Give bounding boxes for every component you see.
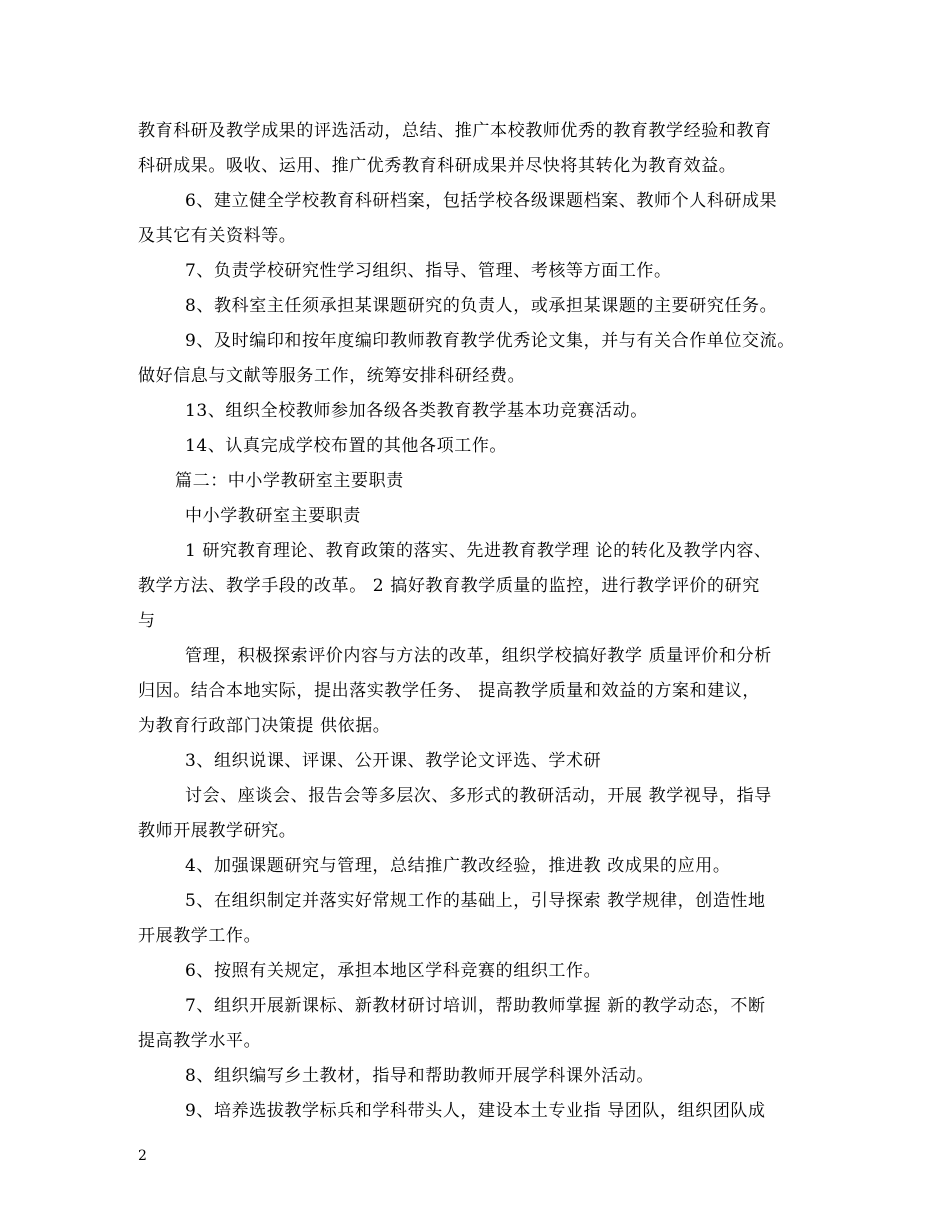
text-line: 7、组织开展新课标、新教材研讨培训，帮助教师掌握 新的教学动态，不断 xyxy=(185,996,766,1016)
page-number: 2 xyxy=(138,1148,147,1164)
text-line: 及其它有关资料等。 xyxy=(138,226,297,246)
text-line: 管理，积极探索评价内容与方法的改革，组织学校搞好教学 质量评价和分析 xyxy=(185,646,772,666)
text-line: 与 xyxy=(138,611,156,631)
text-line: 5、在组织制定并落实好常规工作的基础上，引导探索 教学规律，创造性地 xyxy=(185,891,766,911)
text-line: 7、负责学校研究性学习组织、指导、管理、考核等方面工作。 xyxy=(185,261,672,281)
text-line: 提高教学水平。 xyxy=(138,1031,262,1051)
text-line: 1 研究教育理论、教育政策的落实、先进教育教学理 论的转化及教学内容、 xyxy=(185,541,772,561)
text-line: 3、组织说课、评课、公开课、教学论文评选、学术研 xyxy=(185,751,602,771)
text-line: 做好信息与文献等服务工作，统筹安排科研经费。 xyxy=(138,366,526,386)
text-line: 6、建立健全学校教育科研档案，包括学校各级课题档案、教师个人科研成果 xyxy=(185,191,778,211)
text-line: 9、及时编印和按年度编印教师教育教学优秀论文集，并与有关合作单位交流。 xyxy=(185,331,795,351)
text-line: 8、组织编写乡土教材，指导和帮助教师开展学科课外活动。 xyxy=(185,1066,655,1086)
text-line: 教师开展教学研究。 xyxy=(138,821,297,841)
section-title: 中小学教研室主要职责 xyxy=(185,506,361,526)
text-line: 科研成果。吸收、运用、推广优秀教育科研成果并尽快将其转化为教育效益。 xyxy=(138,156,737,176)
text-line: 14、认真完成学校布置的其他各项工作。 xyxy=(185,436,508,456)
text-line: 6、按照有关规定，承担本地区学科竞赛的组织工作。 xyxy=(185,961,602,981)
text-line: 为教育行政部门决策提 供依据。 xyxy=(138,716,391,736)
text-line: 讨会、座谈会、报告会等多层次、多形式的教研活动，开展 教学视导，指导 xyxy=(185,786,772,806)
text-line: 开展教学工作。 xyxy=(138,926,262,946)
text-line: 13、组织全校教师参加各级各类教育教学基本功竞赛活动。 xyxy=(185,401,648,421)
text-line: 教育科研及教学成果的评选活动，总结、推广本校教师优秀的教育教学经验和教育 xyxy=(138,121,772,141)
text-line: 9、培养选拔教学标兵和学科带头人，建设本土专业指 导团队，组织团队成 xyxy=(185,1101,766,1121)
text-line: 教学方法、教学手段的改革。 2 搞好教育教学质量的监控，进行教学评价的研究 xyxy=(138,576,760,596)
text-line: 4、加强课题研究与管理，总结推广教改经验，推进教 改成果的应用。 xyxy=(185,856,731,876)
text-line: 归因。结合本地实际，提出落实教学任务、 提高教学质量和效益的方案和建议， xyxy=(138,681,761,701)
section-heading: 篇二：中小学教研室主要职责 xyxy=(175,471,404,491)
text-line: 8、教科室主任须承担某课题研究的负责人，或承担某课题的主要研究任务。 xyxy=(185,296,778,316)
